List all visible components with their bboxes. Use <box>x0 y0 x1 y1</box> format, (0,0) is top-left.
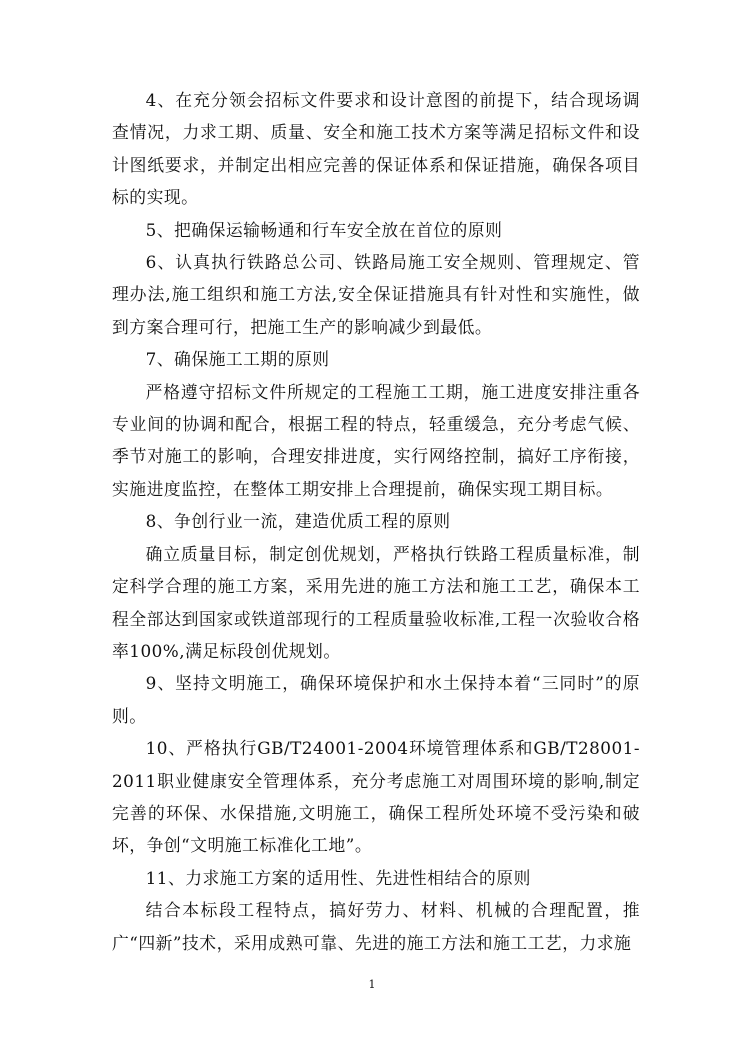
paragraph-heading-7: 7、确保施工工期的原则 <box>145 349 330 370</box>
paragraph-heading-5: 5、把确保运输畅通和行车安全放在首位的原则 <box>145 219 503 240</box>
paragraph-schedule: 严格遵守招标文件所规定的工程施工工期，施工进度安排注重各专业间的协调和配合，根据工程的特点，轻重缓急，充分考虑气候、季节对施工的影响，合理安排进度，实行网络控制，搞好工序衔接，实施进度监控，在整体工期安排上合理提前，确保实现工期目标。 <box>112 381 640 499</box>
paragraph-methods: 结合本标段工程特点，搞好劳力、材料、机械的合理配置，推广“四新”技术，采用成熟可靠、先进的施工方法和施工工艺，力求施 <box>112 900 640 953</box>
paragraph-quality: 确立质量目标，制定创优规划，严格执行铁路工程质量标准，制定科学合理的施工方案，采用先进的施工方法和施工工艺，确保本工程全部达到国家或铁道部现行的工程质量验收标准,工程一次验收合格率100%,满足标段创优规划。 <box>112 543 640 661</box>
paragraph-item-9: 9、坚持文明施工，确保环境保护和水土保持本着“三同时”的原则。 <box>112 673 640 726</box>
paragraph-item-10: 10、严格执行GB/T24001-2004环境管理体系和GB/T28001-2011职业健康安全管理体系，充分考虑施工对周围环境的影响,制定完善的环保、水保措施,文明施工，确保工程所处环境不受污染和破坏，争创“文明施工标准化工地”。 <box>112 738 640 856</box>
paragraph-item-6: 6、认真执行铁路总公司、铁路局施工安全规则、管理规定、管理办法,施工组织和施工方法,安全保证措施具有针对性和实施性，做到方案合理可行，把施工生产的影响减少到最低。 <box>112 252 640 337</box>
paragraph-heading-11: 11、力求施工方案的适用性、先进性相结合的原则 <box>145 867 531 888</box>
page-number: 1 <box>368 978 376 991</box>
document-body <box>112 84 640 959</box>
paragraph-heading-8: 8、争创行业一流，建造优质工程的原则 <box>145 511 451 532</box>
paragraph-item-4: 4、在充分领会招标文件要求和设计意图的前提下，结合现场调查情况，力求工期、质量、安全和施工技术方案等满足招标文件和设计图纸要求，并制定出相应完善的保证体系和保证措施，确保各项目标的实现。 <box>112 90 640 208</box>
